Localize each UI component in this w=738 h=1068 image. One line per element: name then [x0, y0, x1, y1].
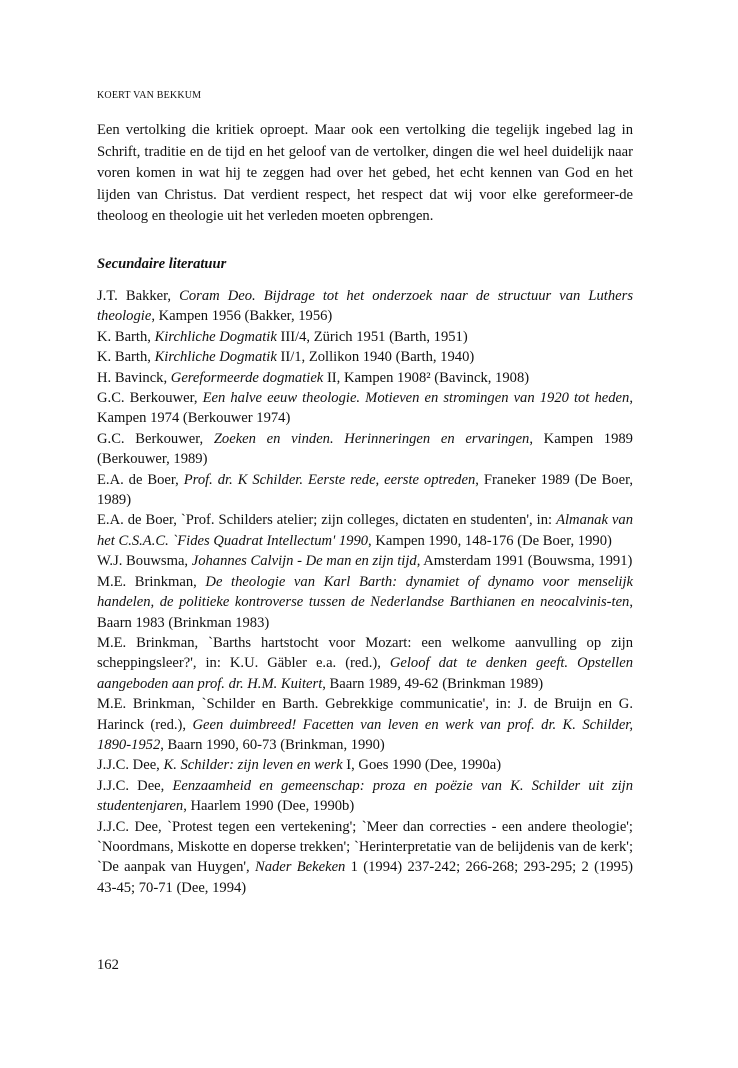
reference-post: , Amsterdam 1991 (Bouwsma, 1991) [416, 553, 633, 570]
reference-title: Gereformeerde dogmatiek [170, 369, 324, 386]
reference-pre: E.A. de Boer, [97, 471, 184, 488]
reference-pre: M.E. Brinkman, `Barths hartstocht voor Mozart: een welkome aanvulling op zijn scheppingsleer?', in: K.U. Gäbler e.a. (red.), [97, 634, 633, 672]
reference-post: , Kampen 1956 (Bakker, 1956) [151, 308, 333, 325]
reference-post: II, Kampen 1908² (Bavinck, 1908) [323, 369, 530, 386]
reference-title: Almanak van het C.S.A.C. `Fides Quadrat Intellectum' 1990 [97, 512, 633, 549]
reference-post: 1 (1994) 237-242; 266-268; 293-295; 2 (1995) 43-45; 70-71 (Dee, 1994) [97, 859, 633, 896]
reference-post: , Baarn 1990, 60-73 (Brinkman, 1990) [160, 736, 385, 753]
reference-pre: K. Barth, [97, 328, 155, 345]
reference-title: Kirchliche Dogmatik [154, 328, 277, 345]
section-heading: Secundaire literatuur [97, 256, 227, 272]
reference-post: I, Goes 1990 (Dee, 1990a) [342, 757, 502, 774]
reference-item [97, 470, 633, 511]
reference-item [97, 510, 633, 551]
reference-post: , Franeker 1989 (De Boer, 1989) [97, 471, 634, 509]
reference-pre: W.J. Bouwsma, [97, 553, 192, 570]
reference-item [97, 572, 633, 633]
reference-title: Geen duimbreed! Facetten van leven en werk van prof. dr. K. Schilder, 1890-1952 [97, 716, 634, 753]
reference-item [97, 551, 633, 571]
reference-title: Kirchliche Dogmatik [154, 349, 277, 366]
reference-pre: H. Bavinck, [97, 369, 171, 386]
reference-item [97, 429, 633, 470]
reference-list [97, 286, 633, 898]
reference-pre: J.T. Bakker, [97, 288, 180, 304]
reference-pre: J.J.C. Dee, `Protest tegen een vertekening'; `Meer dan correcties - een andere theologie'; `Noordmans, Miskotte en doperse trekken'; `Herinterpretatie van de belijdenis van de kerk'; `De aanpak van Huygen', [97, 818, 633, 876]
reference-title: Eenzaamheid en gemeenschap: proza en poëzie van K. Schilder uit zijn studentenjaren [97, 777, 633, 815]
reference-post: , Kampen 1989 (Berkouwer, 1989) [97, 430, 633, 468]
reference-item [97, 347, 633, 367]
reference-item [97, 776, 633, 817]
reference-pre: G.C. Berkouwer, [97, 430, 214, 447]
reference-item [97, 694, 633, 755]
reference-item [97, 327, 633, 347]
reference-post: , Kampen 1990, 148-176 (De Boer, 1990) [368, 532, 612, 549]
reference-pre: K. Barth, [97, 349, 155, 366]
reference-item [97, 286, 633, 327]
reference-title: Prof. dr. K Schilder. Eerste rede, eerste optreden [183, 471, 476, 488]
reference-post: , Haarlem 1990 (Dee, 1990b) [183, 798, 355, 815]
reference-title: Coram Deo. Bijdrage tot het onderzoek naar de structuur van Luthers theologie [97, 288, 633, 325]
reference-pre: M.E. Brinkman, `Schilder en Barth. Gebrekkige communicatie', in: J. de Bruijn en G. Harinck (red.), [97, 696, 633, 733]
reference-pre: J.J.C. Dee, [97, 777, 173, 794]
reference-title: Geloof dat te denken geeft. Opstellen aangeboden aan prof. dr. H.M. Kuitert [97, 655, 634, 692]
reference-title: Een halve eeuw theologie. Motieven en stromingen van 1920 tot heden [202, 390, 630, 407]
reference-pre: M.E. Brinkman, [97, 573, 206, 590]
reference-pre: G.C. Berkouwer, [97, 390, 203, 407]
reference-item [97, 755, 633, 775]
reference-item [97, 633, 633, 694]
reference-pre: J.J.C. Dee, [97, 757, 164, 774]
reference-post: III/4, Zürich 1951 (Barth, 1951) [276, 328, 468, 345]
reference-title: K. Schilder: zijn leven en werk [163, 757, 343, 774]
reference-title: De theologie van Karl Barth: dynamiet of dynamo voor menselijk handelen, de politieke kontroverse tussen de Nederlandse Barthianen en neocalvinis-ten [97, 573, 633, 611]
reference-title: Nader Bekeken [254, 859, 346, 876]
reference-item [97, 388, 633, 429]
reference-post: , Baarn 1983 (Brinkman 1983) [97, 594, 633, 631]
reference-title: Johannes Calvijn - De man en zijn tijd [191, 553, 417, 570]
reference-pre: E.A. de Boer, `Prof. Schilders atelier; zijn colleges, dictaten en studenten', in: [97, 512, 557, 529]
page-number: 162 [97, 957, 119, 973]
body-paragraph: Een vertolking die kritiek oproept. Maar ook een vertolking die tegelijk ingebed lag in Schrift, traditie en de tijd en het geloof van de vertolker, dingen die wel heel duidelijk naar voren komen in wat hij te zeggen had over het gebed, het echt kennen van God en het lijden van Christus. Dat verdient respect, het respect dat wij voor elke gereformeer-de theoloog en theologie uit het verleden moeten opbrengen. [97, 122, 633, 225]
reference-item [97, 368, 633, 388]
reference-title: Zoeken en vinden. Herinneringen en ervaringen [213, 430, 530, 447]
reference-post: II/1, Zollikon 1940 (Barth, 1940) [276, 349, 475, 366]
running-head: KOERT VAN BEKKUM [97, 90, 202, 101]
reference-post: , Kampen 1974 (Berkouwer 1974) [97, 390, 633, 427]
reference-item [97, 817, 633, 899]
reference-post: , Baarn 1989, 49-62 (Brinkman 1989) [322, 675, 544, 692]
